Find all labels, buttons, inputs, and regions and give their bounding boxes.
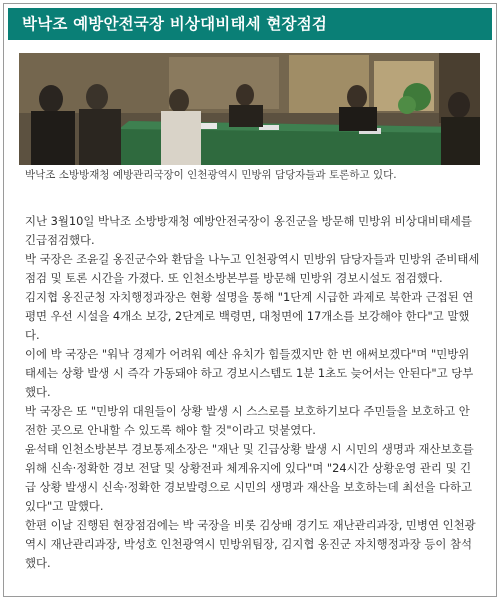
article-frame [3, 3, 497, 597]
paragraph: 지난 3월10일 박낙조 소방방재청 예방안전국장이 옹진군을 방문해 민방위 비상대비태세를 긴급점검했다. [25, 214, 476, 247]
meeting-photo [19, 53, 480, 165]
paragraph: 한편 이날 진행된 현장점검에는 박 국장을 비롯 김상배 경기도 재난관리과장, 민병연 인천광역시 재난관리과장, 박성호 인천광역시 민방위팀장, 김지협 옹진군 자치행정과장 등이 참석했다. [25, 518, 476, 570]
paragraph: 윤석태 인천소방본부 경보통제소장은 "재난 및 긴급상황 발생 시 시민의 생명과 재산보호를 위해 신속·정확한 경보 전달 및 상황전파 체계유지에 있다"며 "24시간 상황운영 관리 및 긴급 상황 발생시 신속·정확한 경보발령으로 시민의 생명과 재산을 보호하는데 최선을 다하고 있다"고 말했다. [25, 442, 478, 513]
article-body [25, 212, 483, 573]
paragraph: 김지협 옹진군청 자치행정과장은 현황 설명을 통해 "1단계 시급한 과제로 북한과 근접된 연평면 우선 시설을 4개소 보강, 2단계로 백령면, 대청면에 17개소를 보강해야 한다"고 말했다. [25, 290, 474, 342]
paragraph: 박 국장은 또 "민방위 대원들이 상황 발생 시 스스로를 보호하기보다 주민들을 보호하고 안전한 곳으로 안내할 수 있도록 해야 할 것"이라고 덧붙였다. [25, 404, 470, 437]
paragraph: 박 국장은 조윤길 옹진군수와 환담을 나누고 인천광역시 민방위 담당자들과 민방위 준비태세 점검 및 토론 시간을 가졌다. 또 인천소방본부를 방문해 민방위 경보시설도 점검했다. [25, 252, 483, 285]
photo-caption: 박낙조 소방방재청 예방관리국장이 인천광역시 민방위 담당자들과 토론하고 있다. [25, 169, 397, 181]
article-title: 박낙조 예방안전국장 비상대비태세 현장점검 [8, 8, 492, 40]
paragraph: 이에 박 국장은 "워낙 경제가 어려워 예산 유치가 힘들겠지만 한 번 애써보겠다"며 "민방위태세는 상황 발생 시 즉각 가동돼야 하고 경보시스템도 1분 1초도 늦어서는 안된다"고 당부했다. [25, 347, 474, 399]
